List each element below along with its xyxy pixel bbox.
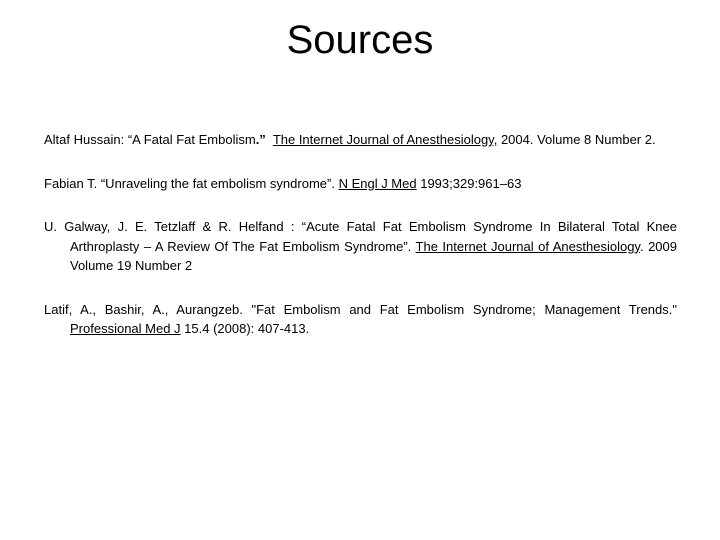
reference-spacing	[266, 132, 273, 147]
reference-text: U. Galway, J. E. Tetzlaff & R. Helfand : “Acute Fatal Fat Embolism Syndrome In Bilateral Total Knee Arthroplasty – A Review Of The Fat Embolism Syndrome”.	[44, 219, 677, 254]
reference-item-3	[44, 217, 677, 276]
reference-details: . 2009 Volume 19 Number 2	[70, 238, 677, 273]
reference-details: 1993;329:961–63	[416, 175, 522, 191]
reference-journal: N Engl J Med	[338, 175, 417, 191]
reference-details: 15.4 (2008): 407-413.	[180, 321, 310, 336]
reference-text: Fabian T. “Unraveling the fat embolism syndrome”.	[44, 175, 339, 191]
reference-item-2	[44, 174, 677, 194]
reference-text: Altaf Hussain: “A Fatal Fat Embolism	[44, 132, 256, 147]
reference-text: Latif, A., Bashir, A., Aurangzeb. "Fat Embolism and Fat Embolism Syndrome; Management Trends."	[44, 301, 677, 317]
reference-journal: The Internet Journal of Anesthesiology	[415, 238, 640, 254]
reference-journal: The Internet Journal of Anesthesiology,	[272, 132, 498, 147]
reference-item-1	[44, 130, 677, 150]
slide-title: Sources	[286, 18, 434, 62]
reference-list	[44, 130, 677, 363]
reference-journal: Professional Med J	[70, 321, 181, 336]
reference-bold-punctuation: .”	[255, 132, 266, 147]
reference-details: 2004. Volume 8 Number 2.	[497, 132, 656, 147]
reference-item-4	[44, 300, 677, 339]
